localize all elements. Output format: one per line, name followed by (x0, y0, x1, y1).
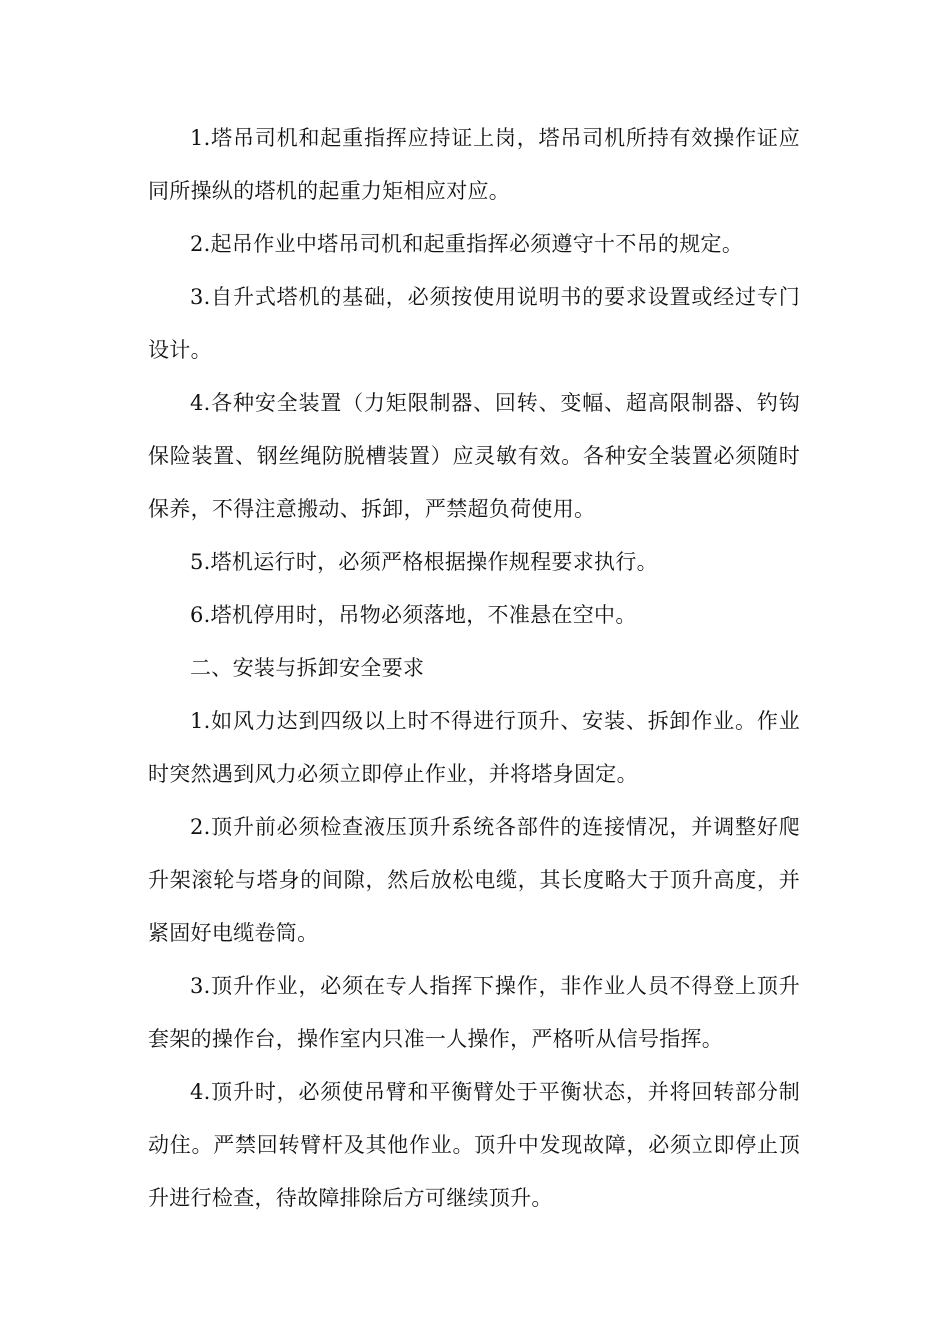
paragraph-3: 3.自升式塔机的基础，必须按使用说明书的要求设置或经过专门设计。 (148, 285, 800, 362)
paragraph-4: 4.各种安全装置（力矩限制器、回转、变幅、超高限制器、钓钩保险装置、钢丝绳防脱槽装置）应灵敏有效。各种安全装置必须随时保养，不得注意搬动、拆卸，严禁超负荷使用。 (148, 391, 800, 521)
paragraph-2: 2.起吊作业中塔吊司机和起重指挥必须遵守十不吊的规定。 (190, 232, 744, 256)
paragraph-5: 5.塔机运行时，必须严格根据操作规程要求执行。 (190, 550, 658, 574)
paragraph-8: 2.顶升前必须检查液压顶升系统各部件的连接情况，并调整好爬升架滚轮与塔身的间隙，然后放松电缆，其长度略大于顶升高度，并紧固好电缆卷筒。 (148, 815, 800, 945)
document-body (148, 112, 800, 1225)
paragraph-9: 3.顶升作业，必须在专人指挥下操作，非作业人员不得登上顶升套架的操作台，操作室内只准一人操作，严格听从信号指挥。 (148, 974, 800, 1051)
paragraph-7: 1.如风力达到四级以上时不得进行顶升、安装、拆卸作业。作业时突然遇到风力必须立即停止作业，并将塔身固定。 (148, 709, 800, 786)
paragraph-10: 4.顶升时，必须使吊臂和平衡臂处于平衡状态，并将回转部分制动住。严禁回转臂杆及其他作业。顶升中发现故障，必须立即停止顶升进行检查，待故障排除后方可继续顶升。 (148, 1080, 800, 1210)
section-heading: 二、安装与拆卸安全要求 (190, 656, 425, 680)
paragraph-1: 1.塔吊司机和起重指挥应持证上岗，塔吊司机所持有效操作证应同所操纵的塔机的起重力矩相应对应。 (148, 126, 800, 203)
paragraph-6: 6.塔机停用时，吊物必须落地，不准悬在空中。 (190, 603, 637, 627)
